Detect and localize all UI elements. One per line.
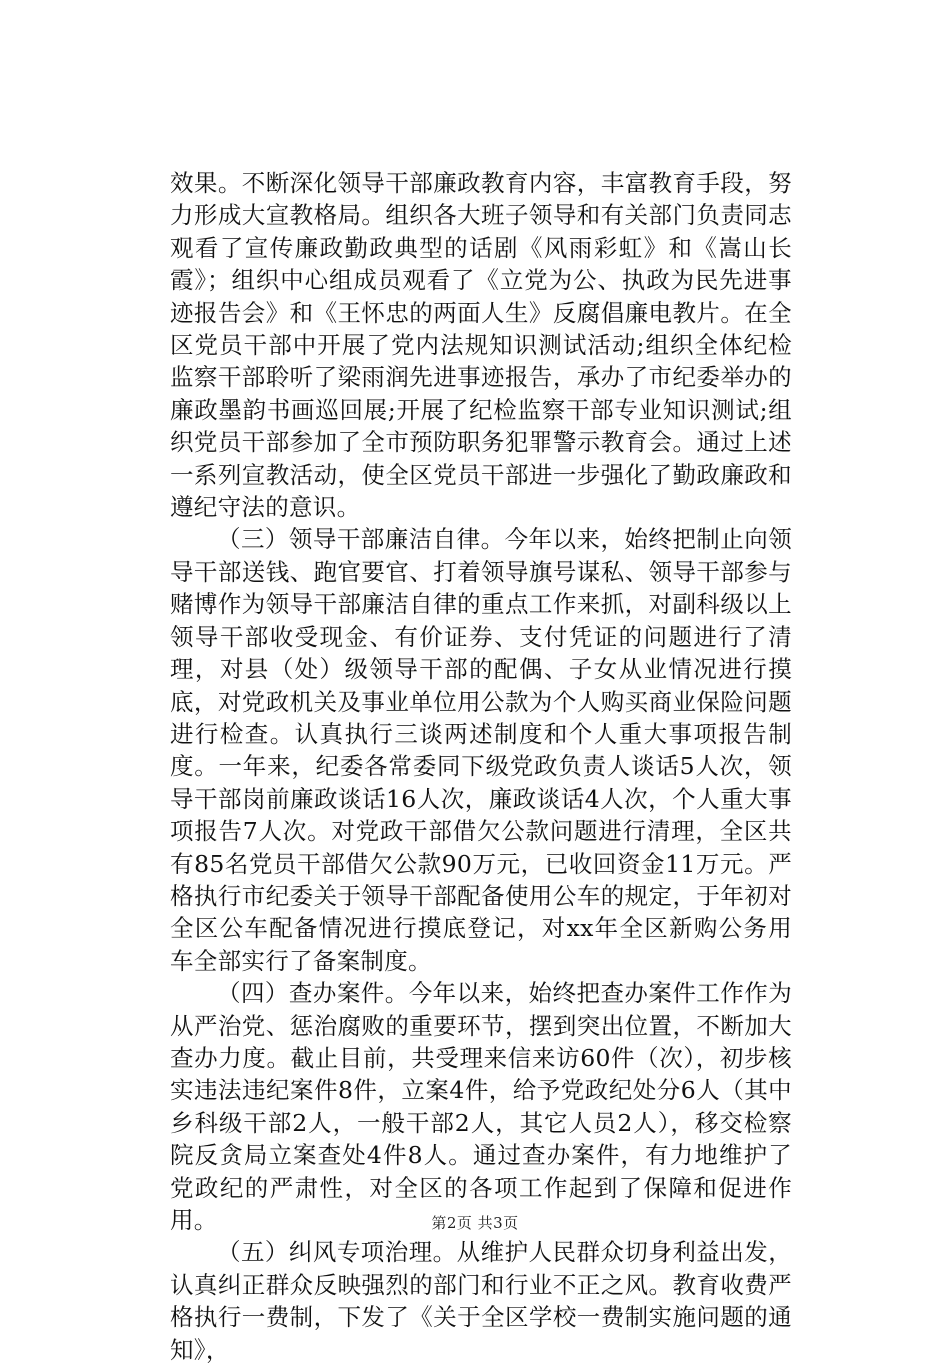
paragraph-education-continued: 效果。不断深化领导干部廉政教育内容，丰富教育手段，努力形成大宣教格局。组织各大班子领导和有关部门负责同志观看了宣传廉政勤政典型的话剧《风雨彩虹》和《嵩山长霞》；组织中心组成员观看了《立党为公、执政为民先进事迹报告会》和《王怀忠的两面人生》反腐倡廉电教片。在全区党员干部中开展了党内法规知识测试活动;组织全体纪检监察干部聆听了梁雨润先进事迹报告，承办了市纪委举办的廉政墨韵书画巡回展;开展了纪检监察干部专业知识测试;组织党员干部参加了全市预防职务犯罪警示教育会。通过上述一系列宣教活动，使全区党员干部进一步强化了勤政廉政和遵纪守法的意识。 [170,169,792,522]
paragraph-special-rectification: （五）纠风专项治理。从维护人民群众切身利益出发，认真纠正群众反映强烈的部门和行业不正之风。教育收费严格执行一费制，下发了《关于全区学校一费制实施问题的通知》， [170,1238,792,1364]
paragraph-case-handling: （四）查办案件。今年以来，始终把查办案件工作作为从严治党、惩治腐败的重要环节，摆到突出位置，不断加大查办力度。截止目前，共受理来信来访60件（次），初步核实违法违纪案件8件，立案4件，给予党政纪处分6人（其中乡科级干部2人，一般干部2人，其它人员2人），移交检察院反贪局立案查处4件8人。通过查办案件，有力地维护了党政纪的严肃性，对全区的各项工作起到了保障和促进作用。 [170,979,792,1234]
document-body [170,167,792,1366]
page-footer: 第2页 共3页 [431,1214,519,1232]
paragraph-self-discipline: （三）领导干部廉洁自律。今年以来，始终把制止向领导干部送钱、跑官要官、打着领导旗号谋私、领导干部参与赌博作为领导干部廉洁自律的重点工作来抓，对副科级以上领导干部收受现金、有价证券、支付凭证的问题进行了清理，对县（处）级领导干部的配偶、子女从业情况进行摸底，对党政机关及事业单位用公款为个人购买商业保险问题进行检查。认真执行三谈两述制度和个人重大事项报告制度。一年来，纪委各常委同下级党政负责人谈话5人次，领导干部岗前廉政谈话16人次，廉政谈话4人次，个人重大事项报告7人次。对党政干部借欠公款问题进行清理，全区共有85名党员干部借欠公款90万元，已收回资金11万元。严格执行市纪委关于领导干部配备使用公车的规定，于年初对全区公车配备情况进行摸底登记，对xx年全区新购公务用车全部实行了备案制度。 [170,525,792,975]
